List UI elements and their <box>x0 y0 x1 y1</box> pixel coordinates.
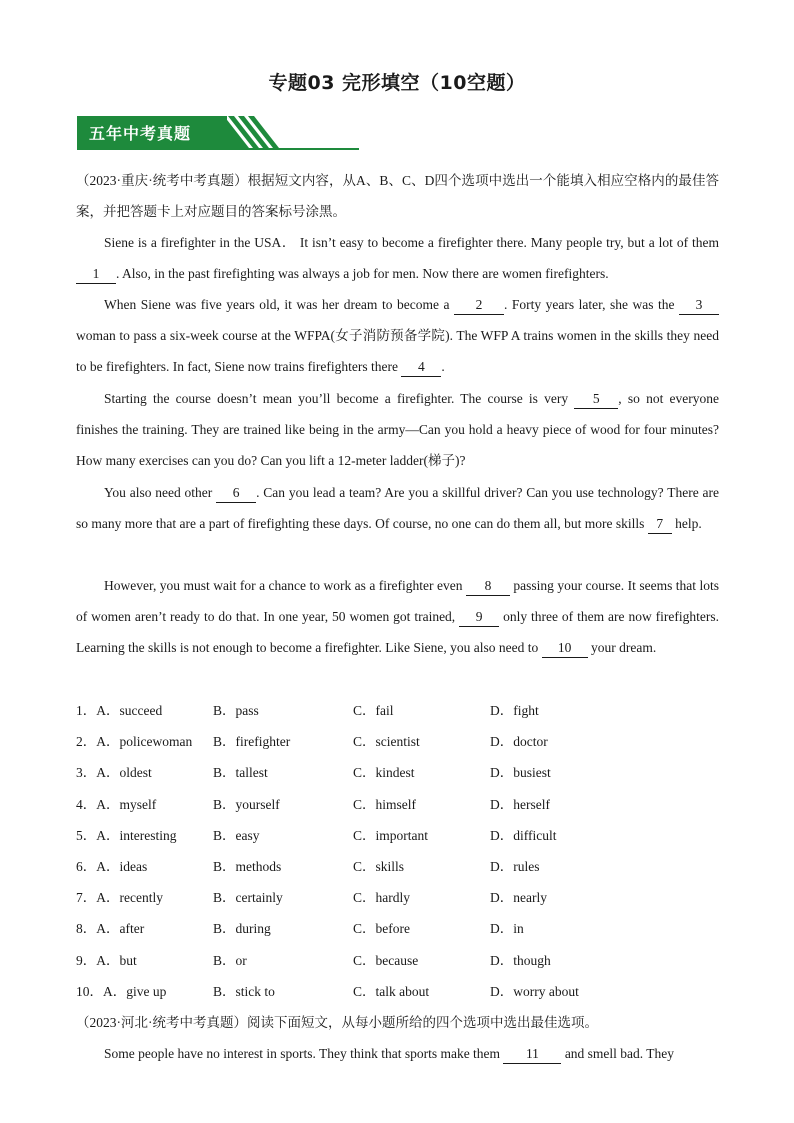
option-c[interactable]: C．because <box>353 953 419 968</box>
question-number: 2． <box>76 734 97 749</box>
option-c[interactable]: C．skills <box>353 859 405 874</box>
passage1-instructions: （2023·重庆·统考中考真题）根据短文内容，从A、B、C、D四个选项中选出一个能填入相应空格内的最佳答案，并把答题卡上对应题目的答案标号涂黑。 <box>76 173 719 219</box>
option-b[interactable]: B．firefighter <box>213 734 291 749</box>
question-row <box>76 945 719 976</box>
question-row <box>76 851 719 882</box>
option-c[interactable]: C．before <box>353 921 410 936</box>
blank-11[interactable]: 11 <box>503 1045 561 1064</box>
blank-3[interactable]: 3 <box>679 296 719 315</box>
question-row <box>76 820 719 851</box>
option-c[interactable]: C．fail <box>353 703 394 718</box>
option-d[interactable]: D．in <box>490 921 524 936</box>
question-number: 8． <box>76 921 97 936</box>
passage1-paragraph-5: However, you must wait for a chance to work as a firefighter even 8 passing your course. It seems that lots of women aren’t ready to do that. In one year, 50 women got trained, 9 only three of them are now firefighters. Learning the skills is not enough to become a firefighter. Like Siene, you also need to 10 your dream. <box>76 570 719 663</box>
option-a[interactable]: A．interesting <box>96 828 177 843</box>
blank-5[interactable]: 5 <box>574 390 618 409</box>
option-d[interactable]: D．worry about <box>490 984 579 999</box>
question-number: 9． <box>76 953 97 968</box>
question-row <box>76 757 719 788</box>
question-number: 10． <box>76 984 103 999</box>
question-row <box>76 882 719 913</box>
option-a[interactable]: A．myself <box>96 797 157 812</box>
option-b[interactable]: B．stick to <box>213 984 275 999</box>
blank-2[interactable]: 2 <box>454 296 504 315</box>
option-c[interactable]: C．himself <box>353 797 416 812</box>
question-number: 1． <box>76 703 97 718</box>
option-d[interactable]: D．nearly <box>490 890 547 905</box>
question-row <box>76 913 719 944</box>
blank-7[interactable]: 7 <box>648 515 672 534</box>
blank-1[interactable]: 1 <box>76 265 116 284</box>
question-row <box>76 789 719 820</box>
passage1-paragraph-2: When Siene was five years old, it was her dream to become a 2 . Forty years later, she was the 3 woman to pass a six-week course at the WFPA(女子消防预备学院). The WFP A trains women in the skills they need to be firefighters. In fact, Siene now trains firefighters there 4 . <box>76 289 719 382</box>
option-b[interactable]: B．certainly <box>213 890 283 905</box>
passage2-paragraph-1: Some people have no interest in sports. They think that sports make them 11 and smell bad. They <box>76 1038 719 1069</box>
option-a[interactable]: A．ideas <box>96 859 148 874</box>
option-c[interactable]: C．scientist <box>353 734 420 749</box>
question-number: 6． <box>76 859 97 874</box>
option-b[interactable]: B．during <box>213 921 271 936</box>
question-row <box>76 695 719 726</box>
option-b[interactable]: B．methods <box>213 859 282 874</box>
page-title: 专题03 完形填空（10空题） <box>268 72 526 94</box>
option-d[interactable]: D．though <box>490 953 551 968</box>
question-row <box>76 976 719 1007</box>
blank-4[interactable]: 4 <box>401 358 441 377</box>
option-a[interactable]: A．policewoman <box>96 734 193 749</box>
option-d[interactable]: D．fight <box>490 703 539 718</box>
option-b[interactable]: B．pass <box>213 703 259 718</box>
option-d[interactable]: D．herself <box>490 797 550 812</box>
option-c[interactable]: C．important <box>353 828 428 843</box>
option-a[interactable]: A．oldest <box>96 765 152 780</box>
option-b[interactable]: B．tallest <box>213 765 268 780</box>
option-a[interactable]: A．after <box>96 921 145 936</box>
question-number: 5． <box>76 828 97 843</box>
passage1-paragraph-3: Starting the course doesn’t mean you’ll become a firefighter. The course is very 5 , so not everyone finishes the training. They are trained like being in the army—Can you hold a heavy piece of wood for four minutes? How many exercises can you do? Can you lift a 12-meter ladder(梯子)? <box>76 391 719 468</box>
blank-10[interactable]: 10 <box>542 639 588 658</box>
option-b[interactable]: B．or <box>213 953 247 968</box>
blank-6[interactable]: 6 <box>216 484 256 503</box>
option-c[interactable]: C．kindest <box>353 765 415 780</box>
option-c[interactable]: C．hardly <box>353 890 410 905</box>
option-a[interactable]: A．succeed <box>96 703 163 718</box>
option-d[interactable]: D．difficult <box>490 828 557 843</box>
blank-9[interactable]: 9 <box>459 608 499 627</box>
option-a[interactable]: A．but <box>96 953 137 968</box>
passage2-instructions: （2023·河北·统考中考真题）阅读下面短文，从每小题所给的四个选项中选出最佳选项。 <box>76 1015 598 1030</box>
question-number: 7． <box>76 890 97 905</box>
section-title: 五年中考真题 <box>89 124 192 143</box>
question-row <box>76 726 719 757</box>
passage1-paragraph-1: Siene is a firefighter in the USA． It isn’t easy to become a firefighter there. Many people try, but a lot of them 1 . Also, in the past firefighting was always a job for men. Now there are women firefighters. <box>76 227 719 289</box>
option-a[interactable]: A．give up <box>103 984 167 999</box>
option-d[interactable]: D．rules <box>490 859 540 874</box>
question-number: 3． <box>76 765 97 780</box>
question-number: 4． <box>76 797 97 812</box>
option-b[interactable]: B．yourself <box>213 797 280 812</box>
option-c[interactable]: C．talk about <box>353 984 430 999</box>
blank-8[interactable]: 8 <box>466 577 510 596</box>
option-b[interactable]: B．easy <box>213 828 260 843</box>
section-banner <box>77 116 359 150</box>
option-d[interactable]: D．doctor <box>490 734 548 749</box>
option-d[interactable]: D．busiest <box>490 765 551 780</box>
passage1-paragraph-4: You also need other 6 . Can you lead a team? Are you a skillful driver? Can you use technology? There are so many more that are a part of firefighting these days. Of course, no one can do them all, but more skills 7 help. <box>76 477 719 539</box>
option-a[interactable]: A．recently <box>96 890 163 905</box>
